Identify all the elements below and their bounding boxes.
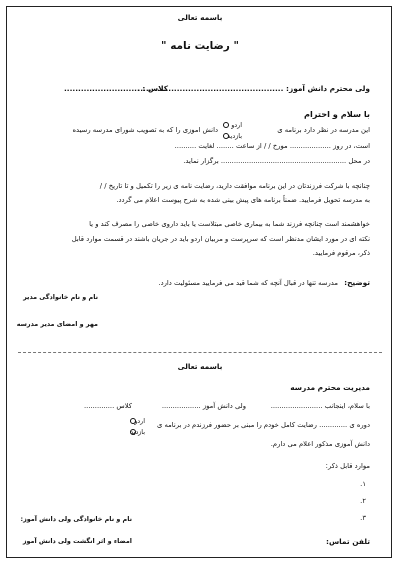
form2-item-1: ۱. xyxy=(360,480,366,488)
form2-line3: دانش آموزی مذکور اعلام می دارم. xyxy=(270,440,370,448)
form1-para1-line2: است، در روز ................... مورخ / / از ساعت ........ لغایت .......... xyxy=(174,142,370,150)
form1-para2-line2: به مدرسه تحویل فرمایید. ضمناً برنامه های پیش بینی شده به شرح پیوست اعلام می گردد. xyxy=(116,196,370,204)
form2-addressee: مدیریت محترم مدرسه xyxy=(290,383,370,392)
form1-para3-line2: نکته ای در مورد ایشان مدنظر است که سرپرست و مربیان اردو باید در جریان باشند در قسمت موارد قابل xyxy=(71,235,370,243)
form1-greeting: با سلام و احترام xyxy=(303,109,370,119)
form1-radio-visit[interactable] xyxy=(223,133,229,139)
form1-para2-line1: چنانچه با شرکت فرزندتان در این برنامه موافقت دارید، رضایت نامه ی زیر را تکمیل و تا تاریخ / / xyxy=(99,182,370,190)
form2-option-urdu-label: اردو xyxy=(134,417,145,425)
form2-item-3: ۳. xyxy=(360,514,366,522)
form1-header: باسمه تعالی xyxy=(177,13,223,22)
form1-para3-line3: ذکر، مرقوم فرمایید. xyxy=(312,249,370,257)
form1-option-visit-label: بازدید xyxy=(227,132,242,140)
form2-line2: دوره ی ............. رضایت کامل خودم را مبنی بر حضور فرزندم در برنامه ی xyxy=(157,421,370,429)
form2-phone-label: تلفن تماس: xyxy=(326,537,370,546)
form1-para1-line3: در محل .......................................................... برگزار نماید. xyxy=(183,157,370,165)
form2-line1-name: با سلام، اینجانب ........................ xyxy=(270,402,370,410)
form2-option-visit-label: بازدید xyxy=(130,428,145,436)
form2-line1-class: کلاس .............. xyxy=(84,402,132,410)
cut-line-divider xyxy=(18,352,382,353)
form2-guardian-name: نام و نام خانوادگی ولی دانش آموز: xyxy=(20,515,132,523)
form2-item-2: ۲. xyxy=(360,497,366,505)
form2-guardian-sign: امضاء و اثر انگشت ولی دانش آموز xyxy=(22,537,132,545)
form1-salutation: ولی محترم دانش آموز: .................................................... xyxy=(137,84,370,93)
form1-note-text: مدرسه تنها در قبال آنچه که شما قید می فرمایید مسئولیت دارد. xyxy=(158,279,338,287)
form2-radio-urdu[interactable] xyxy=(130,418,136,424)
form1-note-label: توضیح: xyxy=(344,278,370,287)
form1-radio-urdu[interactable] xyxy=(223,122,229,128)
form2-line1-student: ولی دانش آموز .................. xyxy=(161,402,246,410)
form1-class-field: کلاس : ........................... xyxy=(63,84,168,93)
form1-principal-name: نام و نام خانوادگی مدیر xyxy=(23,293,98,301)
form1-school-seal: مهر و امضای مدیر مدرسه xyxy=(16,320,98,328)
form1-title: " رضایت نامه " xyxy=(161,40,239,52)
form2-header: باسمه تعالی xyxy=(177,362,223,371)
form1-para1-start: این مدرسه در نظر دارد برنامه ی xyxy=(277,126,370,134)
form1-para1-end: دانش اموزی را که به تصویب شورای مدرسه رسیده xyxy=(72,126,218,134)
form2-mentionable-label: موارد قابل ذکر: xyxy=(325,462,370,470)
form1-option-urdu-label: اردو xyxy=(231,121,242,129)
form2-radio-visit[interactable] xyxy=(130,429,136,435)
form1-para3-line1: خواهشمند است چنانچه فرزند شما به بیماری خاصی مبتلاست یا باید داروی خاصی را مصرف کند و یا xyxy=(89,220,370,228)
